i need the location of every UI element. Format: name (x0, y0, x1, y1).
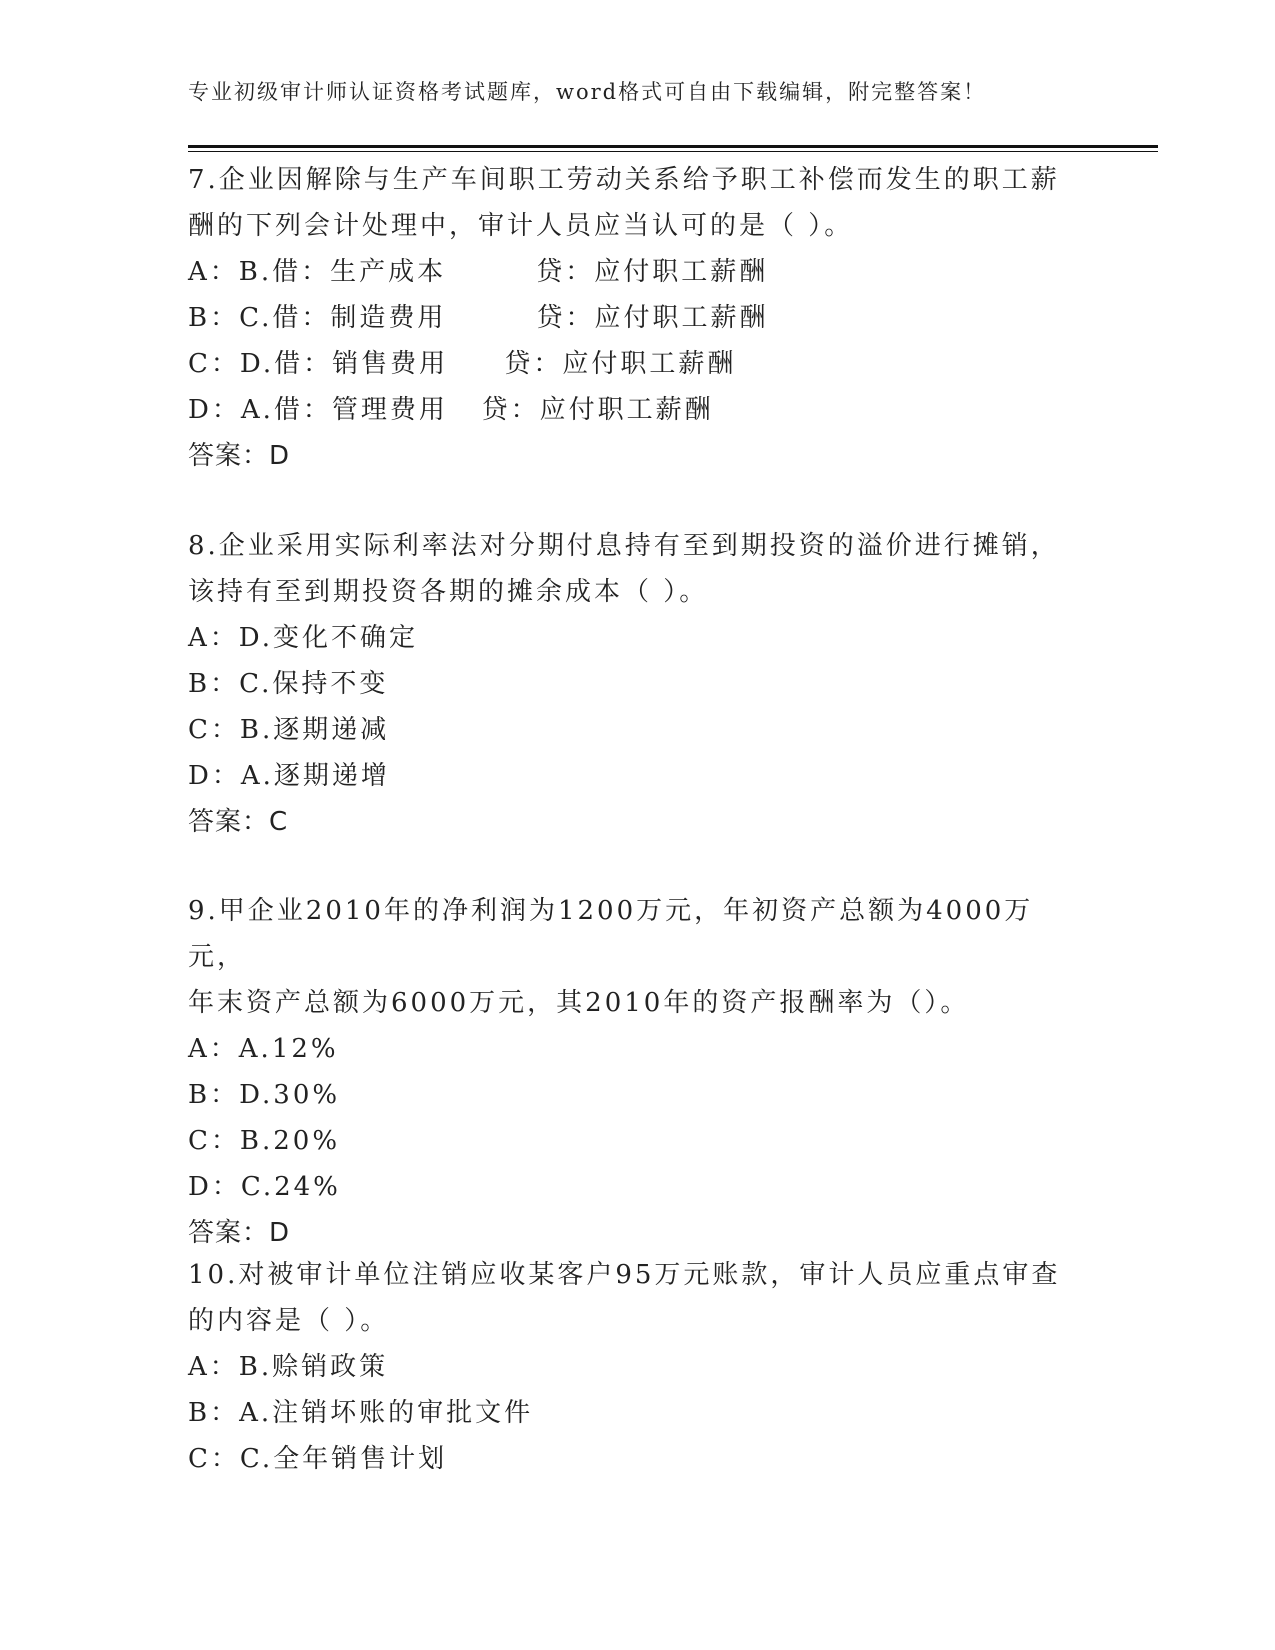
question-stem-line: 10.对被审计单位注销应收某客户95万元账款，审计人员应重点审查 (188, 1260, 1061, 1290)
header-divider-thin (188, 151, 1158, 152)
question-stem-line: 8.企业采用实际利率法对分期付息持有至到期投资的溢价进行摊销， (188, 531, 1060, 561)
option-a: A：A.12% (188, 1034, 339, 1064)
option-b: B：C.借：制造费用 贷：应付职工薪酬 (188, 303, 769, 333)
option-c: C：C.全年销售计划 (188, 1444, 448, 1474)
question-9 (188, 888, 1088, 1256)
question-stem-line: 7.企业因解除与生产车间职工劳动关系给予职工补偿而发生的职工薪 (188, 165, 1060, 195)
header-divider-thick (188, 145, 1158, 148)
question-stem-line: 的内容是（ ）。 (188, 1306, 390, 1336)
question-10 (188, 1252, 1088, 1482)
option-d: D：A.逐期递增 (188, 761, 390, 791)
option-b: B：D.30% (188, 1080, 341, 1110)
option-d: D：C.24% (188, 1172, 341, 1202)
question-stem-line: 年末资产总额为6000万元，其2010年的资产报酬率为（）。 (188, 988, 970, 1018)
document-header: 专业初级审计师认证资格考试题库，word格式可自由下载编辑，附完整答案！ (188, 80, 987, 104)
question-stem-line: 酬的下列会计处理中，审计人员应当认可的是（ ）。 (188, 211, 854, 241)
option-c: C：B.逐期递减 (188, 715, 390, 745)
option-a: A：B.赊销政策 (188, 1352, 389, 1382)
question-7 (188, 157, 1088, 479)
option-d: D：A.借：管理费用 贷：应付职工薪酬 (188, 395, 714, 425)
option-b: B：A.注销坏账的审批文件 (188, 1398, 534, 1428)
answer-line: 答案：D (188, 1218, 291, 1248)
option-b: B：C.保持不变 (188, 669, 389, 699)
question-8 (188, 523, 1088, 845)
option-a: A：B.借：生产成本 贷：应付职工薪酬 (188, 257, 769, 287)
option-a: A：D.变化不确定 (188, 623, 418, 653)
answer-line: 答案：D (188, 441, 291, 471)
question-stem-line: 9.甲企业2010年的净利润为1200万元，年初资产总额为4000万元， (188, 896, 1034, 972)
option-c: C：B.20% (188, 1126, 341, 1156)
question-stem-line: 该持有至到期投资各期的摊余成本（ ）。 (188, 577, 709, 607)
answer-line: 答案：C (188, 807, 289, 837)
option-c: C：D.借：销售费用 贷：应付职工薪酬 (188, 349, 737, 379)
